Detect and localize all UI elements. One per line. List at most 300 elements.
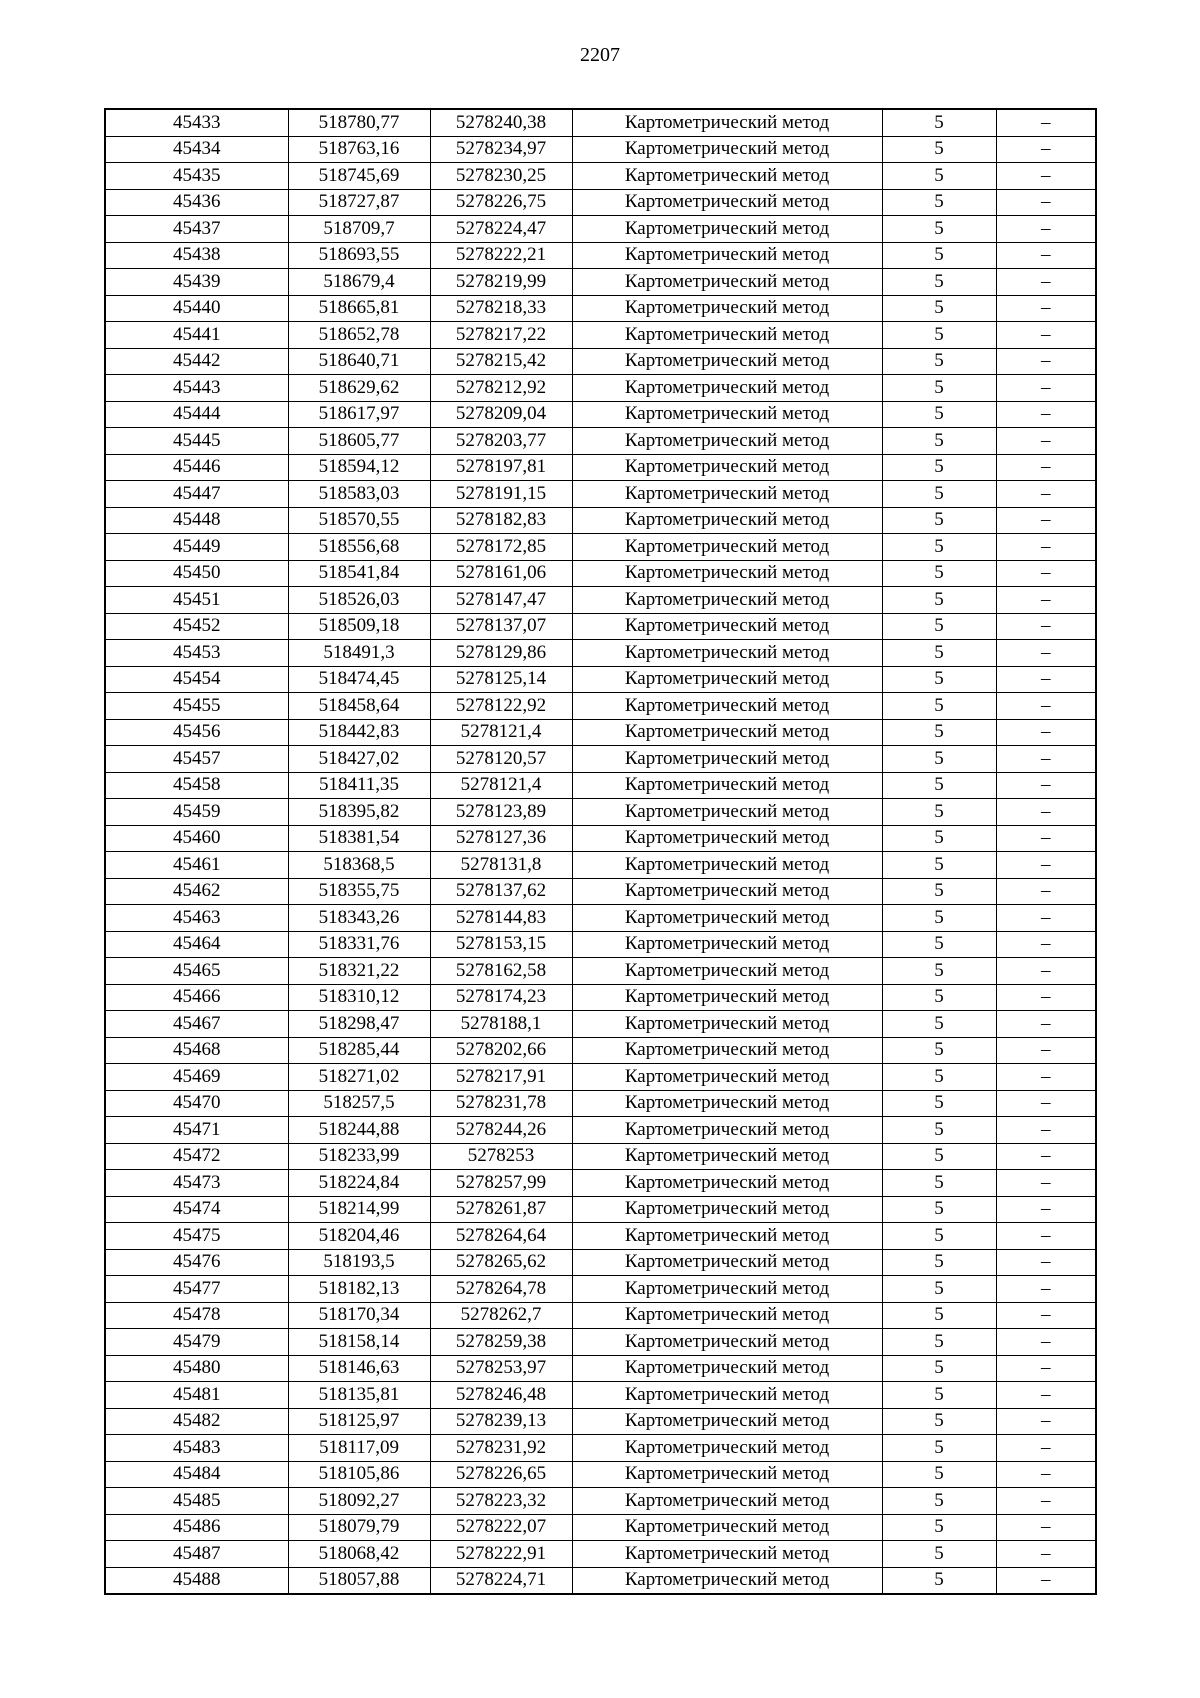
y-coordinate-cell: 5278240,38 — [430, 109, 572, 136]
description-cell: – — [996, 216, 1096, 243]
y-coordinate-cell: 5278223,32 — [430, 1488, 572, 1515]
point-number-cell: 45479 — [105, 1329, 288, 1356]
x-coordinate-cell: 518170,34 — [288, 1302, 430, 1329]
y-coordinate-cell: 5278137,62 — [430, 878, 572, 905]
point-number-cell: 45467 — [105, 1011, 288, 1038]
x-coordinate-cell: 518442,83 — [288, 719, 430, 746]
table-row — [105, 348, 1096, 375]
table-row — [105, 295, 1096, 322]
y-coordinate-cell: 5278162,58 — [430, 958, 572, 985]
description-cell: – — [996, 931, 1096, 958]
method-cell: Картометрический метод — [572, 1011, 882, 1038]
x-coordinate-cell: 518395,82 — [288, 799, 430, 826]
method-cell: Картометрический метод — [572, 1117, 882, 1144]
accuracy-cell: 5 — [882, 136, 996, 163]
y-coordinate-cell: 5278217,91 — [430, 1064, 572, 1091]
point-number-cell: 45469 — [105, 1064, 288, 1091]
point-number-cell: 45454 — [105, 666, 288, 693]
y-coordinate-cell: 5278202,66 — [430, 1037, 572, 1064]
y-coordinate-cell: 5278161,06 — [430, 560, 572, 587]
point-number-cell: 45444 — [105, 401, 288, 428]
point-number-cell: 45462 — [105, 878, 288, 905]
table-row — [105, 984, 1096, 1011]
accuracy-cell: 5 — [882, 693, 996, 720]
accuracy-cell: 5 — [882, 1037, 996, 1064]
table-row — [105, 1064, 1096, 1091]
description-cell: – — [996, 1435, 1096, 1462]
description-cell: – — [996, 1302, 1096, 1329]
description-cell: – — [996, 534, 1096, 561]
x-coordinate-cell: 518427,02 — [288, 746, 430, 773]
table-row — [105, 1143, 1096, 1170]
table-row — [105, 799, 1096, 826]
x-coordinate-cell: 518079,79 — [288, 1514, 430, 1541]
accuracy-cell: 5 — [882, 189, 996, 216]
point-number-cell: 45472 — [105, 1143, 288, 1170]
description-cell: – — [996, 852, 1096, 879]
method-cell: Картометрический метод — [572, 1196, 882, 1223]
y-coordinate-cell: 5278137,07 — [430, 613, 572, 640]
table-row — [105, 1090, 1096, 1117]
x-coordinate-cell: 518331,76 — [288, 931, 430, 958]
y-coordinate-cell: 5278231,78 — [430, 1090, 572, 1117]
table-row — [105, 534, 1096, 561]
accuracy-cell: 5 — [882, 1302, 996, 1329]
table-row — [105, 878, 1096, 905]
accuracy-cell: 5 — [882, 1408, 996, 1435]
x-coordinate-cell: 518458,64 — [288, 693, 430, 720]
description-cell: – — [996, 1488, 1096, 1515]
point-number-cell: 45470 — [105, 1090, 288, 1117]
table-row — [105, 640, 1096, 667]
table-row — [105, 1302, 1096, 1329]
point-number-cell: 45436 — [105, 189, 288, 216]
y-coordinate-cell: 5278121,4 — [430, 719, 572, 746]
accuracy-cell: 5 — [882, 1567, 996, 1594]
point-number-cell: 45445 — [105, 428, 288, 455]
table-row — [105, 905, 1096, 932]
point-number-cell: 45435 — [105, 163, 288, 190]
y-coordinate-cell: 5278147,47 — [430, 587, 572, 614]
table-row — [105, 1276, 1096, 1303]
description-cell: – — [996, 1329, 1096, 1356]
accuracy-cell: 5 — [882, 375, 996, 402]
x-coordinate-cell: 518509,18 — [288, 613, 430, 640]
y-coordinate-cell: 5278127,36 — [430, 825, 572, 852]
accuracy-cell: 5 — [882, 772, 996, 799]
description-cell: – — [996, 905, 1096, 932]
method-cell: Картометрический метод — [572, 719, 882, 746]
y-coordinate-cell: 5278122,92 — [430, 693, 572, 720]
x-coordinate-cell: 518665,81 — [288, 295, 430, 322]
y-coordinate-cell: 5278222,21 — [430, 242, 572, 269]
table-row — [105, 1567, 1096, 1594]
y-coordinate-cell: 5278121,4 — [430, 772, 572, 799]
point-number-cell: 45433 — [105, 109, 288, 136]
description-cell: – — [996, 1541, 1096, 1568]
description-cell: – — [996, 984, 1096, 1011]
accuracy-cell: 5 — [882, 1223, 996, 1250]
y-coordinate-cell: 5278172,85 — [430, 534, 572, 561]
accuracy-cell: 5 — [882, 878, 996, 905]
x-coordinate-cell: 518679,4 — [288, 269, 430, 296]
x-coordinate-cell: 518182,13 — [288, 1276, 430, 1303]
method-cell: Картометрический метод — [572, 163, 882, 190]
description-cell: – — [996, 507, 1096, 534]
method-cell: Картометрический метод — [572, 1276, 882, 1303]
method-cell: Картометрический метод — [572, 1064, 882, 1091]
accuracy-cell: 5 — [882, 1488, 996, 1515]
y-coordinate-cell: 5278209,04 — [430, 401, 572, 428]
x-coordinate-cell: 518629,62 — [288, 375, 430, 402]
accuracy-cell: 5 — [882, 1382, 996, 1409]
method-cell: Картометрический метод — [572, 1302, 882, 1329]
accuracy-cell: 5 — [882, 507, 996, 534]
accuracy-cell: 5 — [882, 719, 996, 746]
description-cell: – — [996, 825, 1096, 852]
method-cell: Картометрический метод — [572, 269, 882, 296]
description-cell: – — [996, 136, 1096, 163]
y-coordinate-cell: 5278191,15 — [430, 481, 572, 508]
method-cell: Картометрический метод — [572, 878, 882, 905]
method-cell: Картометрический метод — [572, 984, 882, 1011]
description-cell: – — [996, 1567, 1096, 1594]
table-row — [105, 136, 1096, 163]
table-row — [105, 454, 1096, 481]
accuracy-cell: 5 — [882, 746, 996, 773]
point-number-cell: 45440 — [105, 295, 288, 322]
table-row — [105, 481, 1096, 508]
description-cell: – — [996, 1011, 1096, 1038]
y-coordinate-cell: 5278222,91 — [430, 1541, 572, 1568]
point-number-cell: 45475 — [105, 1223, 288, 1250]
point-number-cell: 45437 — [105, 216, 288, 243]
description-cell: – — [996, 481, 1096, 508]
x-coordinate-cell: 518146,63 — [288, 1355, 430, 1382]
description-cell: – — [996, 560, 1096, 587]
x-coordinate-cell: 518780,77 — [288, 109, 430, 136]
method-cell: Картометрический метод — [572, 375, 882, 402]
point-number-cell: 45451 — [105, 587, 288, 614]
point-number-cell: 45461 — [105, 852, 288, 879]
description-cell: – — [996, 1408, 1096, 1435]
description-cell: – — [996, 1064, 1096, 1091]
y-coordinate-cell: 5278226,65 — [430, 1461, 572, 1488]
x-coordinate-cell: 518285,44 — [288, 1037, 430, 1064]
table-row — [105, 958, 1096, 985]
method-cell: Картометрический метод — [572, 560, 882, 587]
method-cell: Картометрический метод — [572, 666, 882, 693]
x-coordinate-cell: 518271,02 — [288, 1064, 430, 1091]
description-cell: – — [996, 1249, 1096, 1276]
point-number-cell: 45449 — [105, 534, 288, 561]
description-cell: – — [996, 719, 1096, 746]
accuracy-cell: 5 — [882, 666, 996, 693]
x-coordinate-cell: 518727,87 — [288, 189, 430, 216]
table-row — [105, 1408, 1096, 1435]
method-cell: Картометрический метод — [572, 799, 882, 826]
y-coordinate-cell: 5278218,33 — [430, 295, 572, 322]
description-cell: – — [996, 1143, 1096, 1170]
description-cell: – — [996, 401, 1096, 428]
method-cell: Картометрический метод — [572, 428, 882, 455]
accuracy-cell: 5 — [882, 428, 996, 455]
point-number-cell: 45453 — [105, 640, 288, 667]
method-cell: Картометрический метод — [572, 1329, 882, 1356]
point-number-cell: 45464 — [105, 931, 288, 958]
accuracy-cell: 5 — [882, 931, 996, 958]
table-row — [105, 825, 1096, 852]
y-coordinate-cell: 5278262,7 — [430, 1302, 572, 1329]
method-cell: Картометрический метод — [572, 905, 882, 932]
y-coordinate-cell: 5278153,15 — [430, 931, 572, 958]
y-coordinate-cell: 5278264,64 — [430, 1223, 572, 1250]
page-number: 2207 — [580, 44, 620, 66]
x-coordinate-cell: 518092,27 — [288, 1488, 430, 1515]
point-number-cell: 45450 — [105, 560, 288, 587]
point-number-cell: 45447 — [105, 481, 288, 508]
method-cell: Картометрический метод — [572, 1541, 882, 1568]
table-row — [105, 746, 1096, 773]
accuracy-cell: 5 — [882, 401, 996, 428]
method-cell: Картометрический метод — [572, 401, 882, 428]
x-coordinate-cell: 518570,55 — [288, 507, 430, 534]
method-cell: Картометрический метод — [572, 1249, 882, 1276]
method-cell: Картометрический метод — [572, 1143, 882, 1170]
y-coordinate-cell: 5278174,23 — [430, 984, 572, 1011]
x-coordinate-cell: 518224,84 — [288, 1170, 430, 1197]
y-coordinate-cell: 5278129,86 — [430, 640, 572, 667]
x-coordinate-cell: 518057,88 — [288, 1567, 430, 1594]
method-cell: Картометрический метод — [572, 1435, 882, 1462]
point-number-cell: 45468 — [105, 1037, 288, 1064]
description-cell: – — [996, 1382, 1096, 1409]
method-cell: Картометрический метод — [572, 931, 882, 958]
x-coordinate-cell: 518343,26 — [288, 905, 430, 932]
y-coordinate-cell: 5278264,78 — [430, 1276, 572, 1303]
accuracy-cell: 5 — [882, 1064, 996, 1091]
x-coordinate-cell: 518125,97 — [288, 1408, 430, 1435]
accuracy-cell: 5 — [882, 1117, 996, 1144]
x-coordinate-cell: 518068,42 — [288, 1541, 430, 1568]
y-coordinate-cell: 5278125,14 — [430, 666, 572, 693]
y-coordinate-cell: 5278131,8 — [430, 852, 572, 879]
point-number-cell: 45443 — [105, 375, 288, 402]
description-cell: – — [996, 375, 1096, 402]
description-cell: – — [996, 1117, 1096, 1144]
point-number-cell: 45473 — [105, 1170, 288, 1197]
point-number-cell: 45434 — [105, 136, 288, 163]
table-row — [105, 163, 1096, 190]
description-cell: – — [996, 799, 1096, 826]
description-cell: – — [996, 348, 1096, 375]
method-cell: Картометрический метод — [572, 852, 882, 879]
table-row — [105, 1329, 1096, 1356]
x-coordinate-cell: 518310,12 — [288, 984, 430, 1011]
point-number-cell: 45460 — [105, 825, 288, 852]
accuracy-cell: 5 — [882, 109, 996, 136]
method-cell: Картометрический метод — [572, 1170, 882, 1197]
accuracy-cell: 5 — [882, 613, 996, 640]
description-cell: – — [996, 746, 1096, 773]
x-coordinate-cell: 518214,99 — [288, 1196, 430, 1223]
accuracy-cell: 5 — [882, 1143, 996, 1170]
y-coordinate-cell: 5278222,07 — [430, 1514, 572, 1541]
table-row — [105, 719, 1096, 746]
accuracy-cell: 5 — [882, 1435, 996, 1462]
x-coordinate-cell: 518233,99 — [288, 1143, 430, 1170]
method-cell: Картометрический метод — [572, 534, 882, 561]
point-number-cell: 45465 — [105, 958, 288, 985]
method-cell: Картометрический метод — [572, 640, 882, 667]
description-cell: – — [996, 109, 1096, 136]
point-number-cell: 45446 — [105, 454, 288, 481]
description-cell: – — [996, 269, 1096, 296]
y-coordinate-cell: 5278219,99 — [430, 269, 572, 296]
y-coordinate-cell: 5278253,97 — [430, 1355, 572, 1382]
accuracy-cell: 5 — [882, 1011, 996, 1038]
table-row — [105, 216, 1096, 243]
x-coordinate-cell: 518556,68 — [288, 534, 430, 561]
point-number-cell: 45457 — [105, 746, 288, 773]
y-coordinate-cell: 5278215,42 — [430, 348, 572, 375]
x-coordinate-cell: 518594,12 — [288, 454, 430, 481]
description-cell: – — [996, 1170, 1096, 1197]
accuracy-cell: 5 — [882, 454, 996, 481]
point-number-cell: 45476 — [105, 1249, 288, 1276]
table-row — [105, 587, 1096, 614]
y-coordinate-cell: 5278120,57 — [430, 746, 572, 773]
accuracy-cell: 5 — [882, 640, 996, 667]
x-coordinate-cell: 518244,88 — [288, 1117, 430, 1144]
y-coordinate-cell: 5278239,13 — [430, 1408, 572, 1435]
point-number-cell: 45459 — [105, 799, 288, 826]
y-coordinate-cell: 5278123,89 — [430, 799, 572, 826]
x-coordinate-cell: 518745,69 — [288, 163, 430, 190]
method-cell: Картометрический метод — [572, 772, 882, 799]
table-row — [105, 1382, 1096, 1409]
description-cell: – — [996, 1090, 1096, 1117]
description-cell: – — [996, 640, 1096, 667]
accuracy-cell: 5 — [882, 799, 996, 826]
accuracy-cell: 5 — [882, 1329, 996, 1356]
table-row — [105, 1011, 1096, 1038]
point-number-cell: 45471 — [105, 1117, 288, 1144]
x-coordinate-cell: 518381,54 — [288, 825, 430, 852]
method-cell: Картометрический метод — [572, 481, 882, 508]
y-coordinate-cell: 5278197,81 — [430, 454, 572, 481]
description-cell: – — [996, 189, 1096, 216]
table-row — [105, 1196, 1096, 1223]
point-number-cell: 45452 — [105, 613, 288, 640]
accuracy-cell: 5 — [882, 481, 996, 508]
x-coordinate-cell: 518709,7 — [288, 216, 430, 243]
point-number-cell: 45455 — [105, 693, 288, 720]
accuracy-cell: 5 — [882, 852, 996, 879]
x-coordinate-cell: 518693,55 — [288, 242, 430, 269]
table-row — [105, 322, 1096, 349]
description-cell: – — [996, 1276, 1096, 1303]
point-number-cell: 45480 — [105, 1355, 288, 1382]
table-row — [105, 1461, 1096, 1488]
x-coordinate-cell: 518193,5 — [288, 1249, 430, 1276]
table-row — [105, 693, 1096, 720]
method-cell: Картометрический метод — [572, 1037, 882, 1064]
y-coordinate-cell: 5278253 — [430, 1143, 572, 1170]
method-cell: Картометрический метод — [572, 1488, 882, 1515]
description-cell: – — [996, 295, 1096, 322]
accuracy-cell: 5 — [882, 242, 996, 269]
accuracy-cell: 5 — [882, 1090, 996, 1117]
x-coordinate-cell: 518605,77 — [288, 428, 430, 455]
table-row — [105, 1170, 1096, 1197]
y-coordinate-cell: 5278224,47 — [430, 216, 572, 243]
table-row — [105, 401, 1096, 428]
table-row — [105, 507, 1096, 534]
table-row — [105, 109, 1096, 136]
description-cell: – — [996, 1355, 1096, 1382]
point-number-cell: 45456 — [105, 719, 288, 746]
y-coordinate-cell: 5278259,38 — [430, 1329, 572, 1356]
y-coordinate-cell: 5278234,97 — [430, 136, 572, 163]
accuracy-cell: 5 — [882, 958, 996, 985]
point-number-cell: 45441 — [105, 322, 288, 349]
method-cell: Картометрический метод — [572, 136, 882, 163]
point-number-cell: 45478 — [105, 1302, 288, 1329]
accuracy-cell: 5 — [882, 1461, 996, 1488]
table-row — [105, 931, 1096, 958]
description-cell: – — [996, 1461, 1096, 1488]
method-cell: Картометрический метод — [572, 1090, 882, 1117]
point-number-cell: 45488 — [105, 1567, 288, 1594]
table-row — [105, 1355, 1096, 1382]
method-cell: Картометрический метод — [572, 587, 882, 614]
accuracy-cell: 5 — [882, 534, 996, 561]
description-cell: – — [996, 958, 1096, 985]
y-coordinate-cell: 5278182,83 — [430, 507, 572, 534]
method-cell: Картометрический метод — [572, 1514, 882, 1541]
table-row — [105, 1514, 1096, 1541]
table-row — [105, 269, 1096, 296]
accuracy-cell: 5 — [882, 560, 996, 587]
y-coordinate-cell: 5278226,75 — [430, 189, 572, 216]
y-coordinate-cell: 5278217,22 — [430, 322, 572, 349]
y-coordinate-cell: 5278231,92 — [430, 1435, 572, 1462]
y-coordinate-cell: 5278265,62 — [430, 1249, 572, 1276]
accuracy-cell: 5 — [882, 1276, 996, 1303]
table-row — [105, 1435, 1096, 1462]
accuracy-cell: 5 — [882, 348, 996, 375]
point-number-cell: 45482 — [105, 1408, 288, 1435]
method-cell: Картометрический метод — [572, 242, 882, 269]
table-row — [105, 666, 1096, 693]
method-cell: Картометрический метод — [572, 1382, 882, 1409]
table-row — [105, 189, 1096, 216]
point-number-cell: 45442 — [105, 348, 288, 375]
accuracy-cell: 5 — [882, 1514, 996, 1541]
x-coordinate-cell: 518204,46 — [288, 1223, 430, 1250]
coordinates-table-body — [105, 109, 1096, 1594]
table-row — [105, 1117, 1096, 1144]
accuracy-cell: 5 — [882, 587, 996, 614]
y-coordinate-cell: 5278244,26 — [430, 1117, 572, 1144]
table-row — [105, 1249, 1096, 1276]
method-cell: Картометрический метод — [572, 825, 882, 852]
x-coordinate-cell: 518541,84 — [288, 560, 430, 587]
description-cell: – — [996, 666, 1096, 693]
x-coordinate-cell: 518763,16 — [288, 136, 430, 163]
accuracy-cell: 5 — [882, 269, 996, 296]
